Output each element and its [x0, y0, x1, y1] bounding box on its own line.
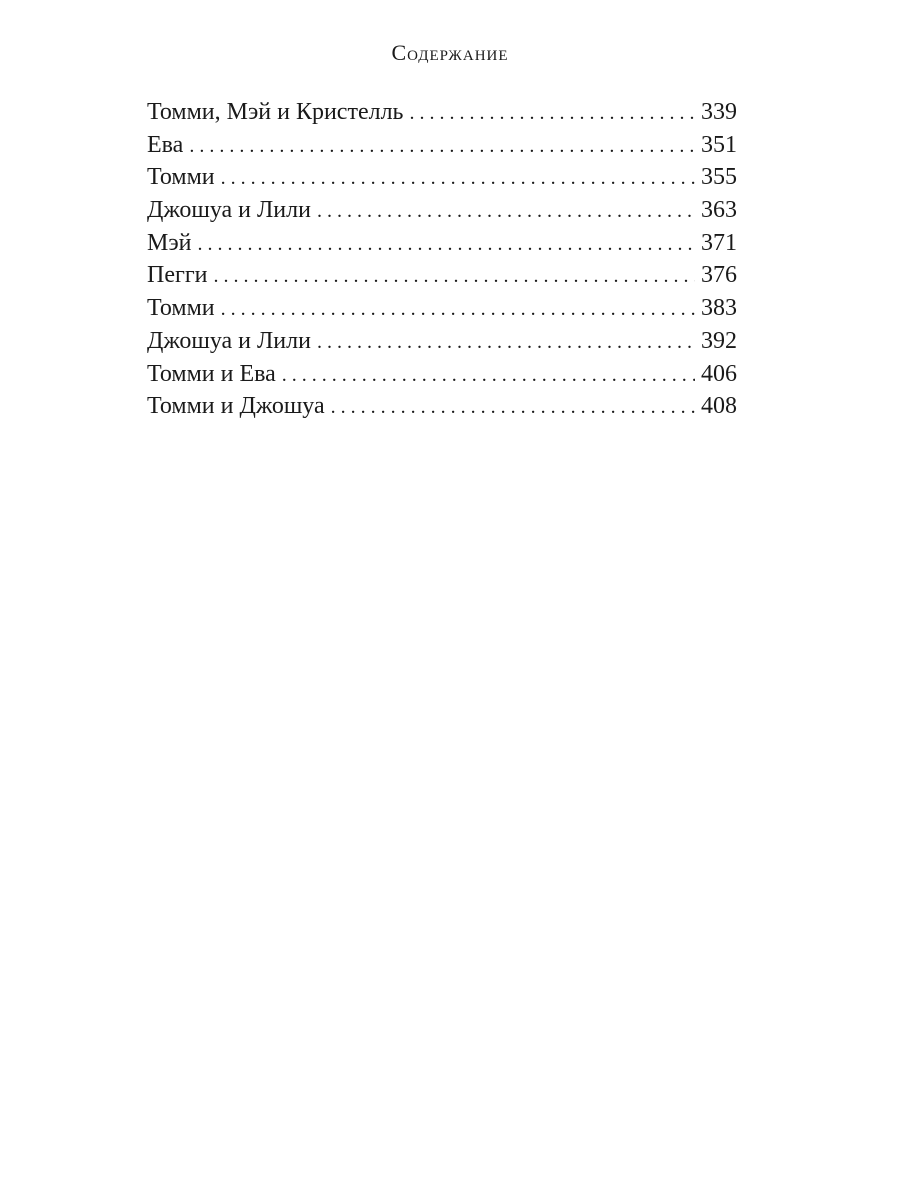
table-of-contents	[147, 96, 737, 423]
toc-entry-title: Томми и Ева	[147, 360, 276, 387]
toc-entry	[147, 292, 737, 325]
toc-entry-page: 406	[701, 360, 737, 387]
dot-leader	[317, 195, 695, 228]
toc-entry	[147, 96, 737, 129]
toc-entry-page: 383	[701, 295, 737, 322]
toc-entry	[147, 129, 737, 162]
dot-leader	[410, 97, 696, 130]
toc-entry-title: Ева	[147, 131, 184, 158]
dot-leader	[221, 293, 695, 326]
toc-entry-title: Джошуа и Лили	[147, 327, 311, 354]
toc-entry-title: Томми, Мэй и Кристелль	[147, 99, 404, 125]
toc-entry	[147, 325, 737, 358]
dot-leader	[282, 359, 695, 392]
dot-leader	[197, 228, 695, 261]
toc-entry-page: 355	[701, 164, 737, 191]
toc-entry-title: Томми и Джошуа	[147, 393, 325, 420]
toc-entry-page: 351	[701, 131, 737, 158]
dot-leader	[221, 162, 695, 195]
dot-leader	[331, 391, 695, 424]
toc-entry-title: Пегги	[147, 262, 208, 289]
toc-entry-title: Томми	[147, 295, 215, 322]
toc-entry-title: Джошуа и Лили	[147, 197, 311, 224]
toc-entry-page: 363	[701, 197, 737, 224]
dot-leader	[189, 130, 695, 163]
toc-entry	[147, 358, 737, 391]
toc-entry-page: 408	[701, 393, 737, 420]
toc-entry	[147, 227, 737, 260]
toc-entry	[147, 259, 737, 292]
toc-entry-title: Мэй	[147, 229, 192, 256]
running-header: Содержание	[391, 40, 509, 65]
toc-entry-page: 371	[701, 229, 737, 256]
toc-entry	[147, 390, 737, 423]
dot-leader	[214, 260, 695, 293]
dot-leader	[317, 326, 695, 359]
toc-entry-title: Томми	[147, 164, 215, 191]
toc-entry-page: 376	[701, 262, 737, 289]
toc-entry	[147, 161, 737, 194]
toc-entry	[147, 194, 737, 227]
toc-entry-page: 339	[701, 99, 737, 125]
toc-entry-page: 392	[701, 327, 737, 354]
